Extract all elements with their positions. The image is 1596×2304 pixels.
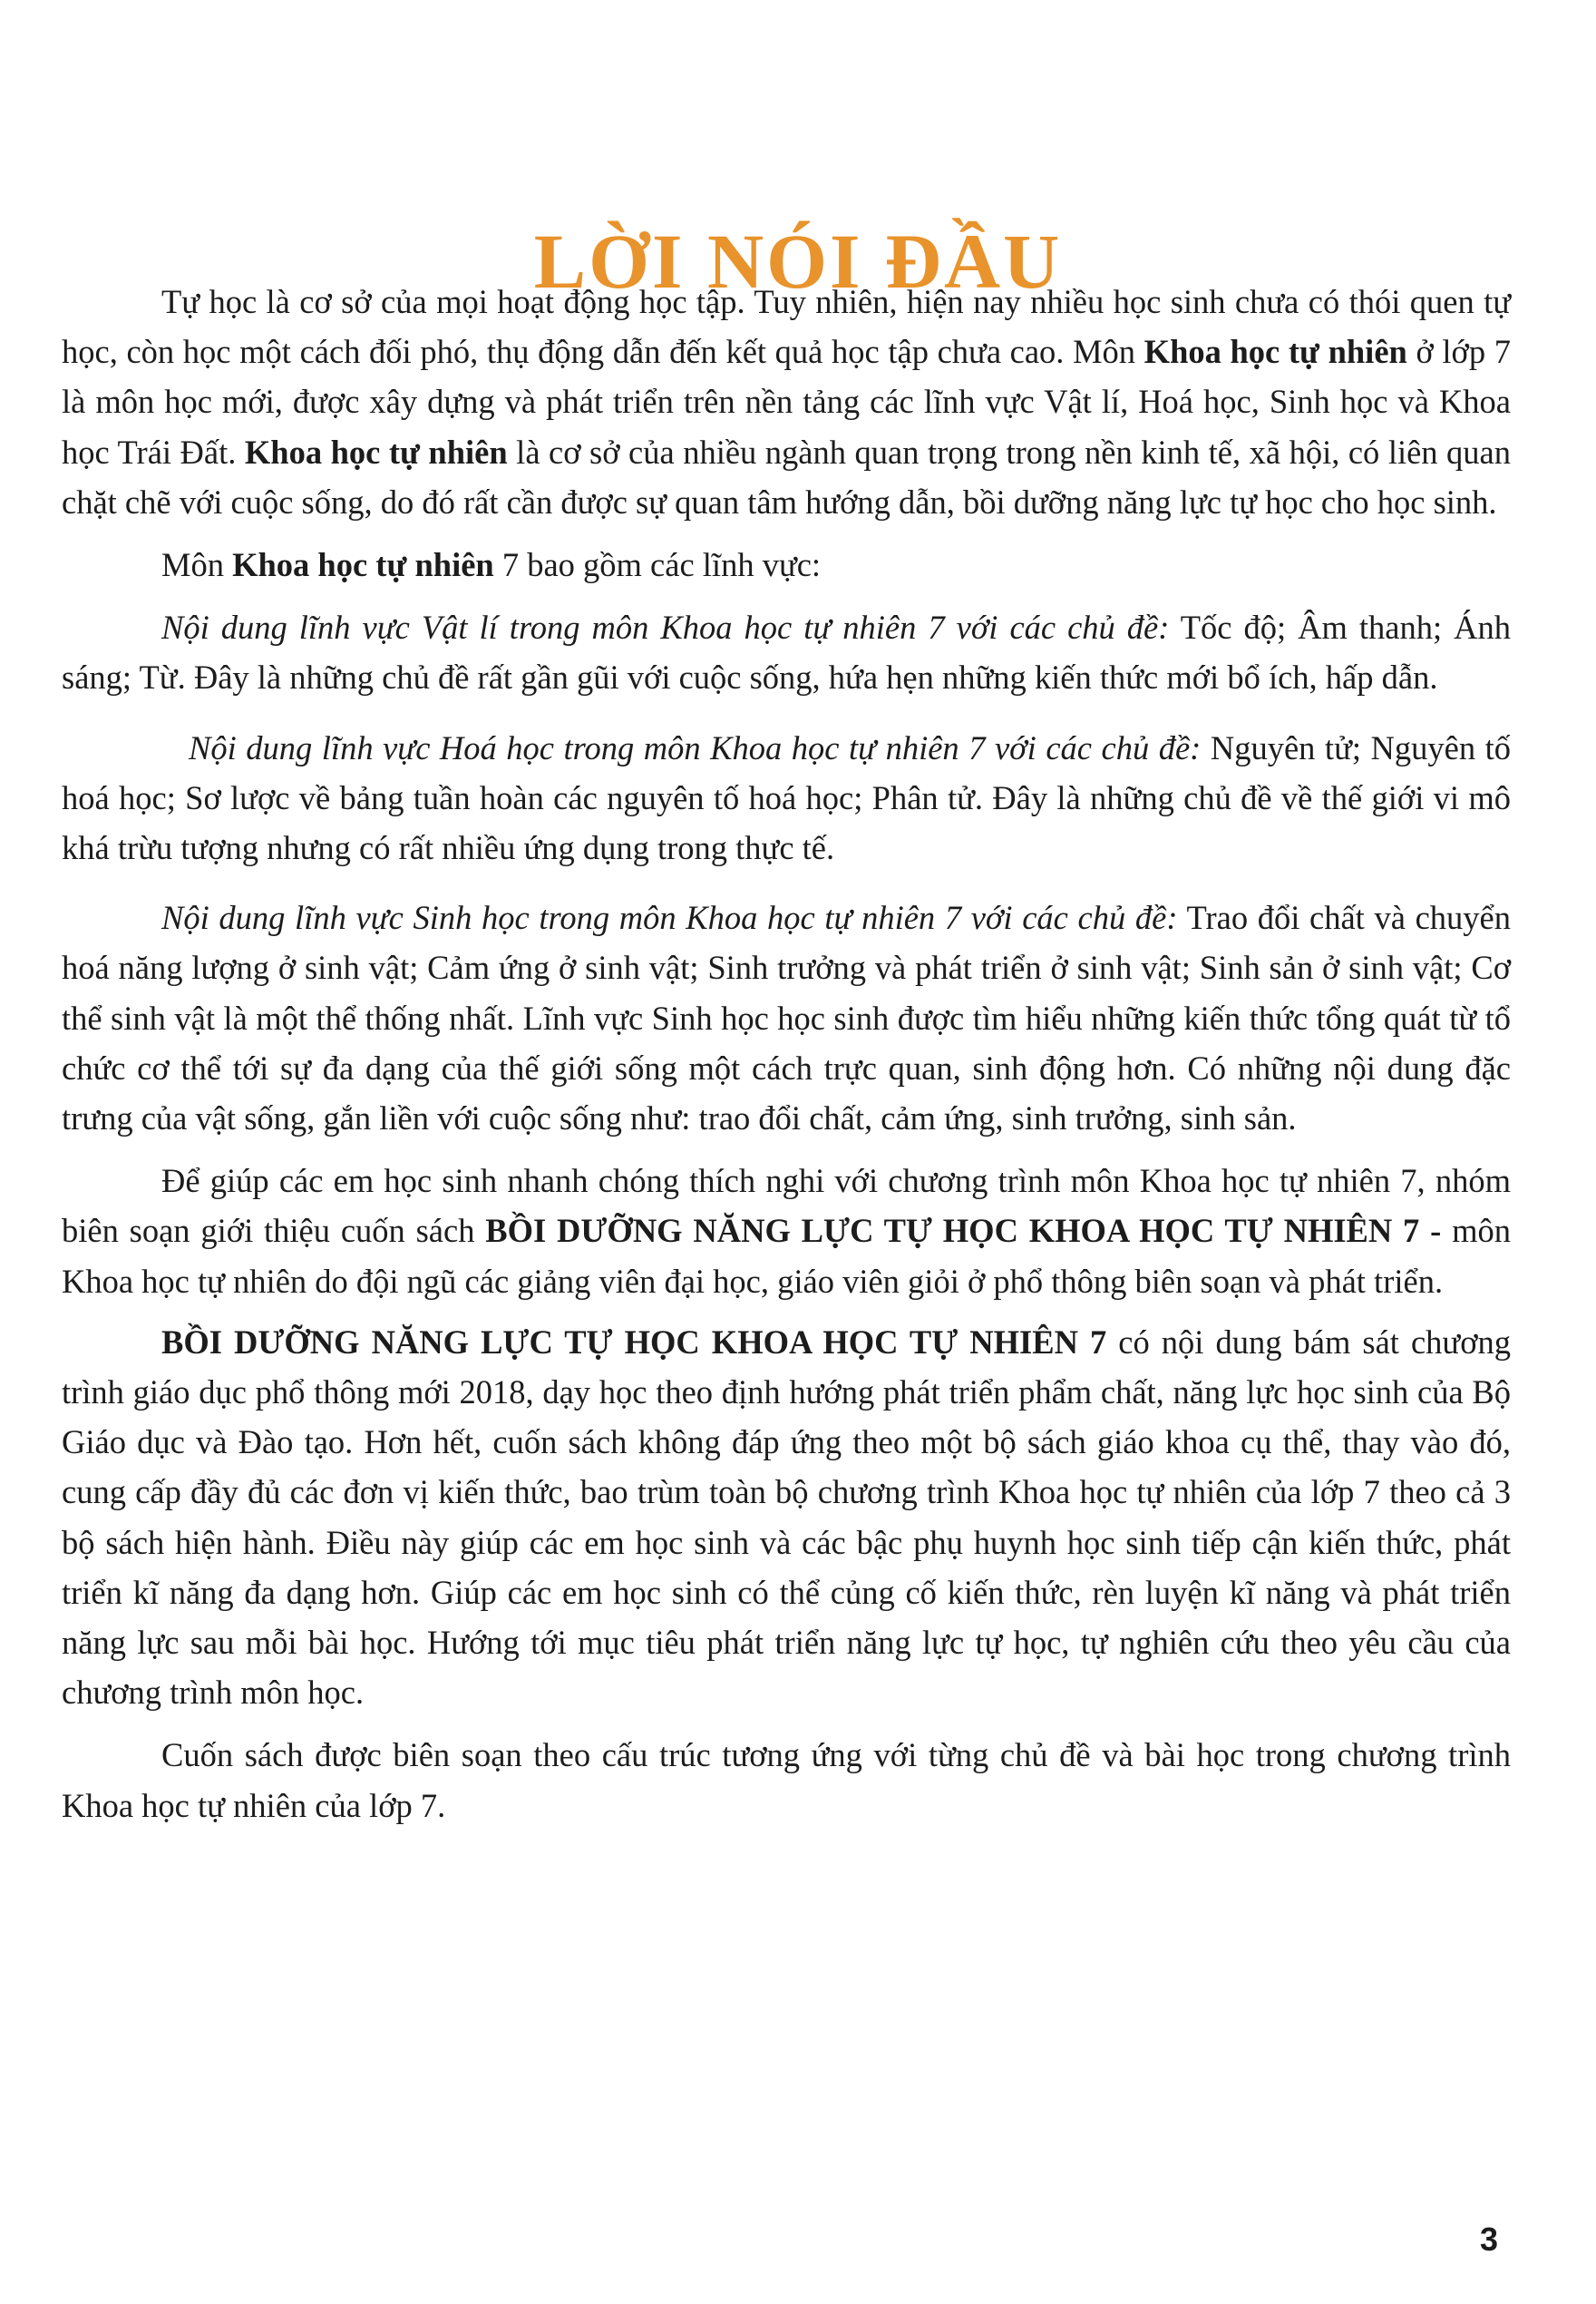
text-run: Môn bbox=[161, 546, 233, 584]
text-run: Trao đổi chất và chuyển hoá năng lượng ở sinh vật; Cảm ứng ở sinh vật; Sinh trưởng và phát triển ở sinh vật; Sinh sản ở sinh vật; Cơ thể sinh vật là một thể thống nhất. Lĩnh vực Sinh học học sinh được tìm hiểu những kiến thức tổng quát từ tổ chức cơ thể tới sự đa dạng của thế giới sống một cách trực quan, sinh động hơn. Có những nội dung đặc trưng của vật sống, gắn liền với cuộc sống như: trao đổi chất, cảm ứng, sinh trưởng, sinh sản. bbox=[62, 899, 1511, 1137]
paragraph-physics bbox=[62, 602, 1511, 702]
paragraph-book-intro bbox=[62, 1156, 1511, 1306]
text-run: 7 bao gồm các lĩnh vực: bbox=[493, 546, 822, 584]
text-run: Tự học là cơ sở của mọi hoạt động học tập. Tuy nhiên, hiện nay nhiều học sinh chưa có thói quen tự học, còn học một cách đối phó, thụ động dẫn đến kết quả học tập chưa cao. Môn bbox=[62, 283, 1511, 371]
page-title: LỜI NÓI ĐẦU bbox=[533, 217, 1063, 305]
bold-subject: Khoa học tự nhiên bbox=[232, 546, 494, 584]
paragraph-structure bbox=[62, 1730, 1511, 1830]
bold-subject: Khoa học tự nhiên bbox=[1143, 333, 1407, 371]
italic-lead: Nội dung lĩnh vực Vật lí trong môn Khoa học tự nhiên 7 với các chủ đề: bbox=[161, 609, 1170, 647]
italic-lead: Nội dung lĩnh vực Sinh học trong môn Khoa học tự nhiên 7 với các chủ đề: bbox=[161, 899, 1178, 937]
bold-book-title: BỒI DƯỠNG NĂNG LỰC TỰ HỌC KHOA HỌC TỰ NHIÊN 7 bbox=[161, 1323, 1107, 1361]
text-run: có nội dung bám sát chương trình giáo dục phổ thông mới 2018, dạy học theo định hướng phát triển phẩm chất, năng lực học sinh của Bộ Giáo dục và Đào tạo. Hơn hết, cuốn sách không đáp ứng theo một bộ sách giáo khoa cụ thể, thay vào đó, cung cấp đầy đủ các đơn vị kiến thức, bao trùm toàn bộ chương trình Khoa học tự nhiên của lớp 7 theo cả 3 bộ sách hiện hành. Điều này giúp các em học sinh và các bậc phụ huynh học sinh tiếp cận kiến thức, phát triển kĩ năng đa dạng hơn. Giúp các em học sinh có thể củng cố kiến thức, rèn luyện kĩ năng và phát triển năng lực sau mỗi bài học. Hướng tới mục tiêu phát triển năng lực tự học, tự nghiên cứu theo yêu cầu của chương trình môn học. bbox=[62, 1323, 1511, 1712]
text-run: môn Khoa học tự nhiên do đội ngũ các giảng viên đại học, giáo viên giỏi ở phổ thông biên soạn và phát triển. bbox=[62, 1212, 1511, 1300]
paragraph-fields-intro bbox=[62, 540, 1511, 590]
page-number: 3 bbox=[1479, 2221, 1498, 2258]
paragraph-biology bbox=[62, 893, 1511, 1143]
text-run: ở lớp 7 là môn học mới, được xây dựng và phát triển trên nền tảng các lĩnh vực Vật lí, Hoá học, Sinh học và Khoa học Trái Đất. bbox=[62, 333, 1511, 471]
text-run: Nguyên tử; Nguyên tố hoá học; Sơ lược về bảng tuần hoàn các nguyên tố hoá học; Phân tử. Đây là những chủ đề về thế giới vi mô khá trừu tượng nhưng có rất nhiều ứng dụng trong thực tế. bbox=[62, 728, 1511, 867]
text-run: Cuốn sách được biên soạn theo cấu trúc tương ứng với từng chủ đề và bài học trong chương trình Khoa học tự nhiên của lớp 7. bbox=[62, 1736, 1511, 1824]
paragraph-chemistry bbox=[62, 723, 1511, 874]
bold-book-title: BỒI DƯỠNG NĂNG LỰC TỰ HỌC KHOA HỌC TỰ NHIÊN 7 - bbox=[485, 1212, 1442, 1250]
text-run: Để giúp các em học sinh nhanh chóng thích nghi với chương trình môn Khoa học tự nhiên 7, nhóm biên soạn giới thiệu cuốn sách bbox=[62, 1162, 1511, 1250]
preface-body bbox=[62, 277, 1511, 1843]
italic-lead: Nội dung lĩnh vực Hoá học trong môn Khoa học tự nhiên 7 với các chủ đề: bbox=[189, 728, 1202, 766]
bold-subject: Khoa học tự nhiên bbox=[244, 433, 508, 471]
paragraph-book-description bbox=[62, 1317, 1511, 1718]
text-run: là cơ sở của nhiều ngành quan trọng trong nền kinh tế, xã hội, có liên quan chặt chẽ với cuộc sống, do đó rất cần được sự quan tâm hướng dẫn, bồi dưỡng năng lực tự học cho học sinh. bbox=[62, 433, 1512, 521]
paragraph-intro bbox=[62, 277, 1511, 527]
text-run: Tốc độ; Âm thanh; Ánh sáng; Từ. Đây là những chủ đề rất gần gũi với cuộc sống, hứa hẹn những kiến thức mới bổ ích, hấp dẫn. bbox=[62, 609, 1511, 697]
